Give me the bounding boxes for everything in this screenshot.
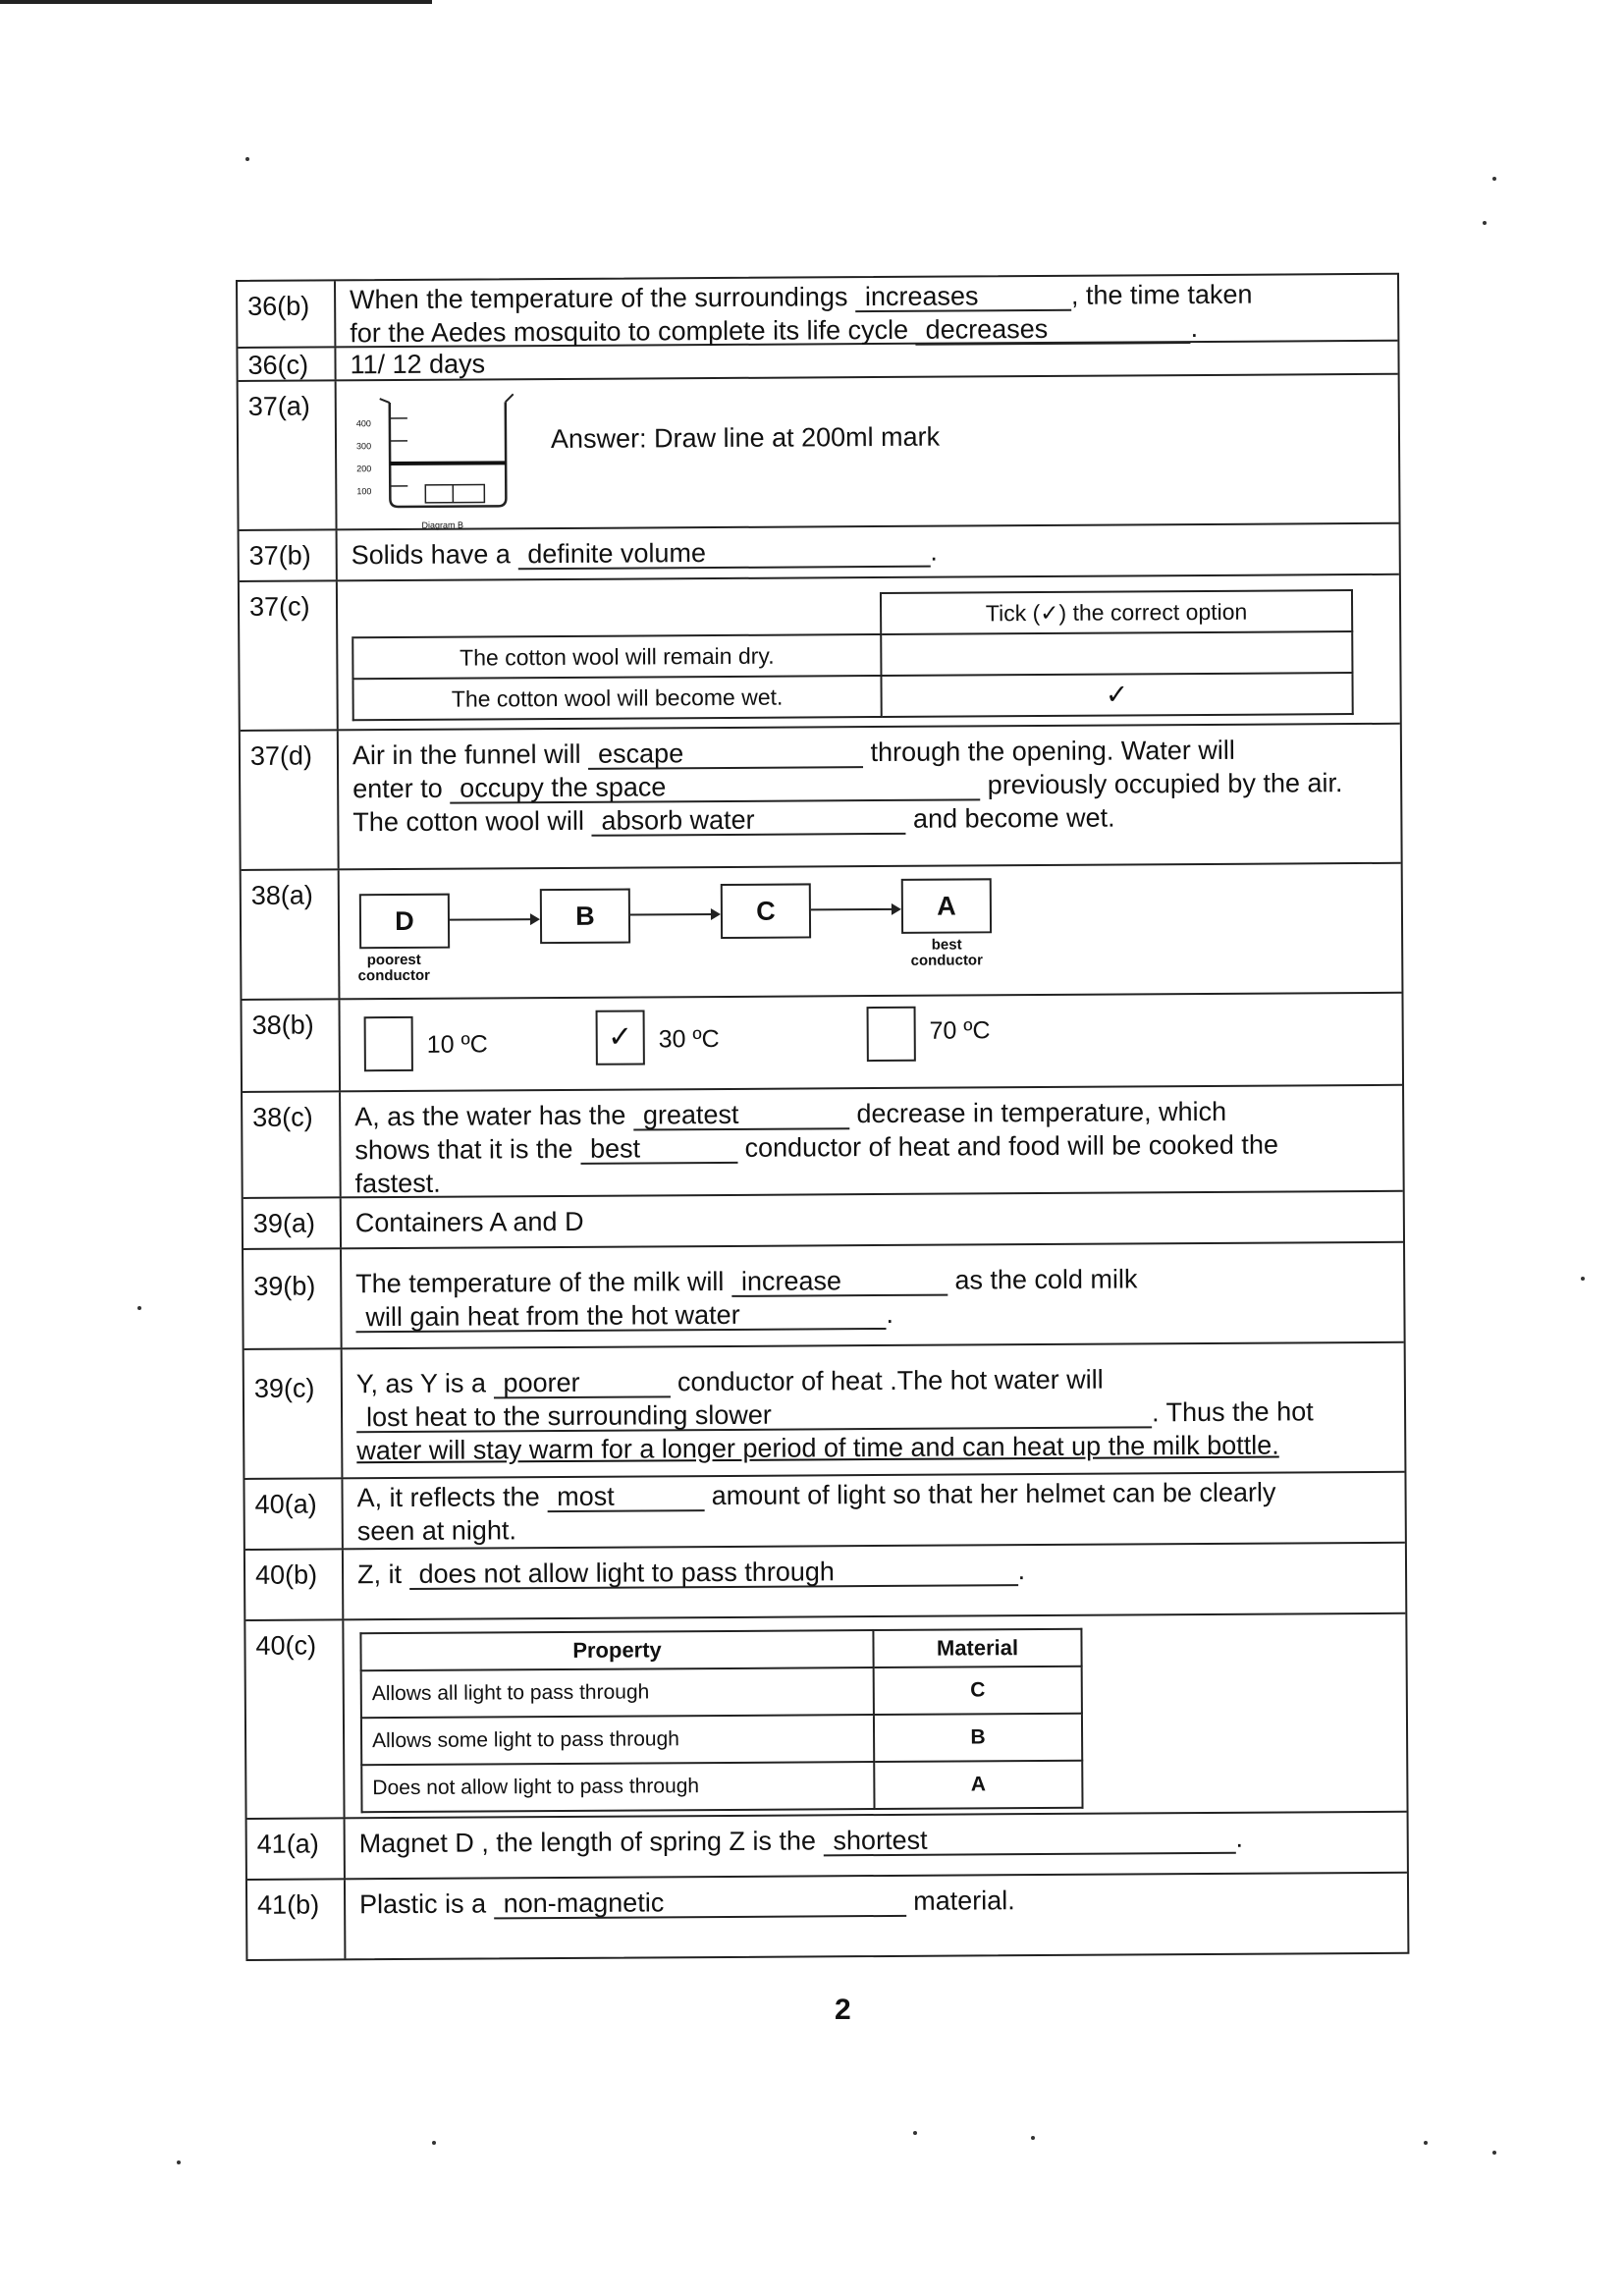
- scan-speck: [432, 2141, 436, 2145]
- arrow: [811, 908, 899, 911]
- answer-text: The cotton wool will: [352, 805, 585, 838]
- answer-content: [338, 575, 1400, 730]
- table-row: [361, 1667, 1082, 1718]
- answer-text: The temperature of the milk will: [355, 1266, 725, 1299]
- table-row: [361, 1761, 1082, 1812]
- question-number: 39(b): [244, 1249, 343, 1348]
- answer-text: conductor of heat .The hot water will: [677, 1364, 1104, 1397]
- arrow: [630, 913, 719, 916]
- scan-speck: [177, 2160, 181, 2164]
- answer-text: conductor of heat and food will be cooked the: [744, 1129, 1279, 1163]
- top-edge-line: [0, 0, 432, 4]
- conductor-box-d: D: [359, 894, 450, 950]
- answer-content: [342, 1192, 1403, 1248]
- question-row-40a: [244, 1471, 1404, 1549]
- scan-speck: [1492, 2151, 1496, 2155]
- question-row-37c: [240, 574, 1400, 730]
- answer-blank: non-magnetic: [494, 1887, 906, 1920]
- table-row: [352, 631, 1352, 679]
- property-cell: Allows all light to pass through: [361, 1667, 874, 1718]
- answer-blank: most: [547, 1482, 704, 1512]
- tick-label: 200: [356, 464, 372, 474]
- property-cell: Does not allow light to pass through: [361, 1762, 874, 1812]
- answer-text: seen at night.: [356, 1515, 516, 1547]
- answer-content: [346, 1813, 1407, 1879]
- table-row: [352, 673, 1352, 720]
- answer-content: [342, 1243, 1404, 1348]
- question-number: 38(b): [242, 1000, 341, 1091]
- answer-text: .: [886, 1298, 894, 1329]
- question-number: 38(c): [243, 1092, 342, 1197]
- question-row-37b: [240, 522, 1399, 580]
- answer-text: Y, as Y is a: [355, 1368, 487, 1399]
- answer-text: Answer: Draw line at 200ml mark: [550, 421, 941, 455]
- answer-content: [336, 275, 1397, 347]
- answer-content: [343, 1473, 1404, 1549]
- answer-content: [339, 725, 1401, 869]
- answer-blank: definite volume: [517, 538, 930, 571]
- answer-text: A, it reflects the: [356, 1482, 540, 1513]
- tick-label: 400: [355, 418, 371, 429]
- question-number: 38(a): [242, 870, 341, 999]
- question-row-41b: [247, 1872, 1407, 1959]
- question-number: 36(b): [238, 281, 336, 347]
- question-row-40c: [245, 1613, 1406, 1818]
- question-number: 37(d): [241, 731, 340, 869]
- question-row-39b: [244, 1241, 1404, 1348]
- answer-sheet: [236, 273, 1409, 1961]
- conductor-box-c: C: [721, 883, 811, 939]
- question-row-40b: [245, 1542, 1405, 1619]
- answer-text: .: [1190, 313, 1199, 344]
- property-cell: Allows some light to pass through: [361, 1715, 874, 1765]
- table-header: Property: [360, 1630, 873, 1670]
- tick-label: 300: [356, 441, 372, 452]
- answer-text: When the temperature of the surroundings: [350, 282, 848, 315]
- scan-speck: [913, 2131, 917, 2135]
- temperature-options: [340, 994, 1401, 1069]
- answer-text: enter to: [352, 773, 443, 804]
- table-header-row: [360, 1629, 1081, 1670]
- conductor-box-a: A: [901, 878, 992, 934]
- answer-content: [344, 1614, 1406, 1818]
- answer-blank: lost heat to the surrounding slower: [356, 1398, 1152, 1433]
- answer-blank: greatest: [633, 1100, 849, 1130]
- tick-mark: [881, 631, 1352, 676]
- material-cell: A: [874, 1761, 1082, 1809]
- answer-blank: increases: [855, 282, 1071, 312]
- scan-speck: [1492, 177, 1496, 181]
- material-cell: C: [874, 1667, 1082, 1715]
- question-number: 40(a): [244, 1479, 343, 1549]
- answer-content: [337, 375, 1399, 529]
- question-row-37a: [239, 373, 1399, 529]
- scan-speck: [137, 1306, 141, 1310]
- beaker-drawing: [351, 390, 518, 519]
- answer-content: [341, 1086, 1403, 1197]
- answer-text: Z, it: [356, 1558, 403, 1590]
- answer-text: Air in the funnel will: [352, 738, 581, 771]
- beaker-diagram: [351, 390, 518, 530]
- answer-text: . Thus the hot: [1151, 1396, 1314, 1428]
- answer-blank: decreases: [916, 314, 1191, 346]
- question-number: 36(c): [238, 348, 336, 380]
- scan-speck: [1424, 2141, 1428, 2145]
- checkbox-30c: ✓: [596, 1010, 645, 1065]
- table-row: [361, 1714, 1082, 1765]
- table-header-row: [352, 590, 1352, 637]
- answer-content: [344, 1544, 1405, 1619]
- question-row-41a: [247, 1811, 1407, 1879]
- conductor-box-b: B: [540, 889, 630, 945]
- answer-text: A, as the water has the: [354, 1100, 626, 1132]
- property-material-table: [359, 1628, 1083, 1813]
- question-row-38b: [242, 992, 1402, 1091]
- question-number: 37(a): [239, 381, 338, 529]
- answer-text: shows that it is the: [354, 1133, 573, 1166]
- answer-text: previously occupied by the air.: [987, 768, 1343, 800]
- answer-blank: escape: [588, 738, 863, 770]
- scan-speck: [1031, 2136, 1035, 2140]
- question-row-36b: [238, 275, 1397, 347]
- answer-text: decrease in temperature, which: [856, 1096, 1227, 1129]
- answer-text: fastest.: [354, 1168, 441, 1199]
- question-number: 40(c): [245, 1620, 345, 1818]
- answer-text: .: [930, 536, 938, 567]
- answer-blank: best: [580, 1134, 737, 1165]
- table-cell: [352, 593, 881, 637]
- answer-content: [338, 524, 1399, 580]
- conductor-chain: [340, 864, 1402, 989]
- question-number: 41(a): [247, 1819, 346, 1879]
- table-header: Tick (✓) the correct option: [881, 590, 1352, 634]
- scan-speck: [1483, 221, 1487, 225]
- option-label: 30 ºC: [658, 1025, 720, 1054]
- answer-text: Solids have a: [351, 539, 511, 571]
- answer-blank: absorb water: [591, 805, 905, 837]
- beaker-tick-labels: [356, 412, 372, 503]
- answer-text: material.: [913, 1886, 1015, 1916]
- option-text: The cotton wool will remain dry.: [352, 634, 881, 679]
- answer-text: for the Aedes mosquito to complete its life cycle: [350, 314, 909, 349]
- material-cell: B: [874, 1714, 1082, 1762]
- answer-text: through the opening. Water will: [870, 735, 1235, 768]
- checkbox-10c: [364, 1016, 413, 1071]
- answer-text: amount of light so that her helmet can be clearly: [711, 1477, 1276, 1511]
- poorest-conductor-label: poorest conductor: [357, 951, 431, 985]
- answer-text: Magnet D , the length of spring Z is the: [358, 1826, 817, 1859]
- answer-text: .: [1017, 1556, 1026, 1586]
- question-row-38c: [243, 1084, 1403, 1197]
- checkbox-70c: [866, 1007, 915, 1062]
- tick-label: 100: [356, 486, 372, 497]
- question-row-37d: [241, 723, 1401, 869]
- answer-content: [343, 1343, 1405, 1478]
- answer-text: , the time taken: [1070, 279, 1253, 310]
- answer-text: 11/ 12 days: [350, 349, 486, 380]
- best-conductor-label: best conductor: [910, 936, 983, 969]
- scan-speck: [245, 157, 249, 161]
- table-header: Material: [873, 1629, 1081, 1667]
- question-number: 39(a): [244, 1198, 342, 1248]
- question-number: 40(b): [245, 1550, 344, 1619]
- option-label: 70 ºC: [929, 1016, 991, 1045]
- page-number: 2: [835, 1994, 851, 2026]
- answer-text: and become wet.: [912, 802, 1115, 834]
- answer-text: Plastic is a: [359, 1888, 487, 1920]
- question-number: 39(c): [244, 1349, 344, 1478]
- answer-blank: poorer: [493, 1368, 670, 1398]
- answer-text: as the cold milk: [954, 1264, 1138, 1295]
- answer-text: .: [1235, 1823, 1244, 1853]
- question-row-38a: [242, 862, 1402, 999]
- answer-blank: does not allow light to pass through: [408, 1557, 1017, 1590]
- option-label: 10 ºC: [426, 1030, 488, 1059]
- option-text: The cotton wool will become wet.: [352, 676, 881, 720]
- tick-mark: ✓: [881, 673, 1352, 717]
- answer-blank: shortest: [823, 1825, 1235, 1857]
- answer-text: water will stay warm for a longer period of time and can heat up the milk bottle.: [356, 1430, 1279, 1466]
- question-number: 37(b): [240, 530, 338, 580]
- question-row-39a: [244, 1190, 1403, 1248]
- answer-blank: will gain heat from the hot water: [355, 1300, 886, 1333]
- answer-content: [346, 1874, 1407, 1959]
- question-number: 37(c): [240, 581, 339, 730]
- beaker-caption: Diagram B: [421, 519, 464, 530]
- answer-text: Containers A and D: [354, 1206, 584, 1238]
- tick-option-table: [352, 589, 1354, 721]
- answer-blank: increase: [731, 1267, 947, 1297]
- scan-speck: [1581, 1277, 1585, 1281]
- answer-content: [336, 342, 1397, 380]
- arrow: [450, 918, 538, 921]
- question-row-39c: [244, 1341, 1405, 1478]
- question-number: 41(b): [247, 1880, 346, 1959]
- answer-blank: occupy the space: [450, 771, 980, 803]
